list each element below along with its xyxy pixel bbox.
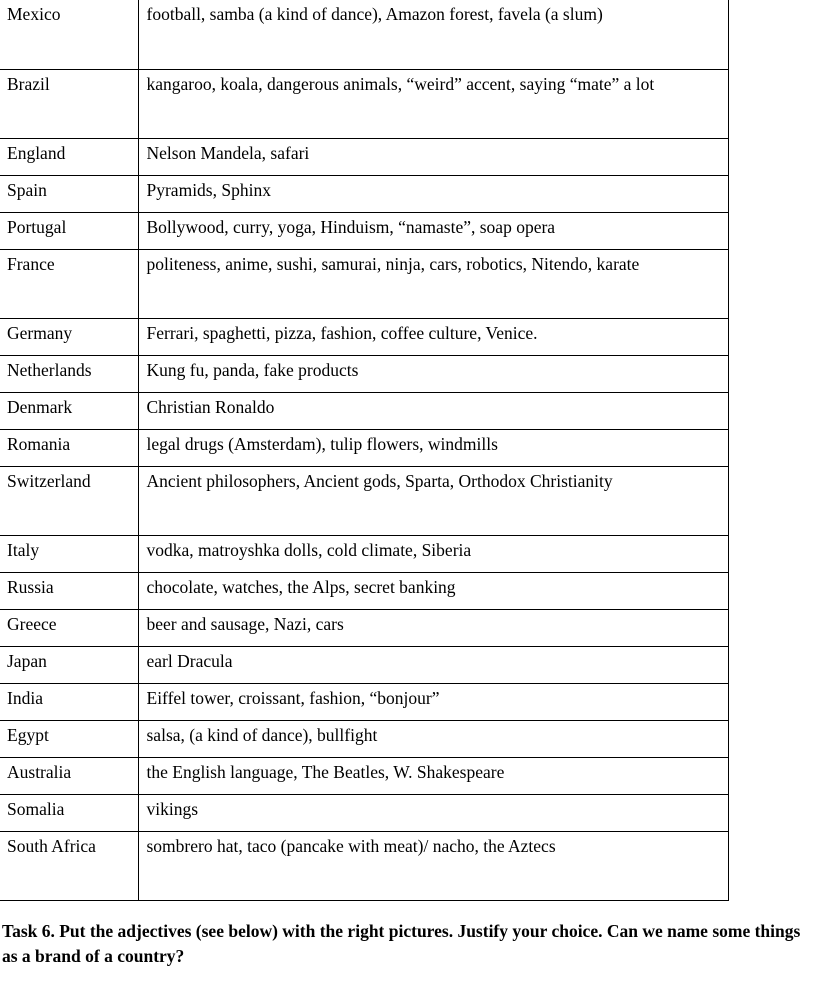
association-cell: salsa, (a kind of dance), bullfight [138, 720, 728, 757]
country-cell: Egypt [0, 720, 138, 757]
country-cell: Portugal [0, 212, 138, 249]
country-cell: Germany [0, 318, 138, 355]
country-cell: Switzerland [0, 466, 138, 535]
association-cell: sombrero hat, taco (pancake with meat)/ nacho, the Aztecs [138, 831, 728, 900]
table-row [0, 683, 728, 720]
association-cell: kangaroo, koala, dangerous animals, “weird” accent, saying “mate” a lot [138, 69, 728, 138]
table-row [0, 0, 728, 69]
association-cell: Kung fu, panda, fake products [138, 355, 728, 392]
country-cell: Greece [0, 609, 138, 646]
country-cell: India [0, 683, 138, 720]
association-cell: vodka, matroyshka dolls, cold climate, Siberia [138, 535, 728, 572]
table-row [0, 794, 728, 831]
table-row [0, 646, 728, 683]
association-cell: Ferrari, spaghetti, pizza, fashion, coffee culture, Venice. [138, 318, 728, 355]
country-cell: Denmark [0, 392, 138, 429]
country-cell: Spain [0, 175, 138, 212]
table-row [0, 757, 728, 794]
country-cell: Netherlands [0, 355, 138, 392]
country-cell: Russia [0, 572, 138, 609]
task-instruction: Task 6. Put the adjectives (see below) with the right pictures. Justify your choice. Can we name some things as a brand of a country? [2, 921, 801, 966]
country-cell: South Africa [0, 831, 138, 900]
association-cell: Bollywood, curry, yoga, Hinduism, “namaste”, soap opera [138, 212, 728, 249]
country-cell: England [0, 138, 138, 175]
association-cell: Ancient philosophers, Ancient gods, Sparta, Orthodox Christianity [138, 466, 728, 535]
association-cell: Pyramids, Sphinx [138, 175, 728, 212]
association-cell: chocolate, watches, the Alps, secret banking [138, 572, 728, 609]
country-cell: Brazil [0, 69, 138, 138]
table-row [0, 572, 728, 609]
association-cell: football, samba (a kind of dance), Amazon forest, favela (a slum) [138, 0, 728, 69]
association-cell: the English language, The Beatles, W. Shakespeare [138, 757, 728, 794]
table-row [0, 466, 728, 535]
table-row [0, 249, 728, 318]
table-row [0, 355, 728, 392]
table-row [0, 535, 728, 572]
table-row [0, 138, 728, 175]
country-cell: Italy [0, 535, 138, 572]
country-cell: Mexico [0, 0, 138, 69]
association-cell: vikings [138, 794, 728, 831]
country-cell: Australia [0, 757, 138, 794]
table-row [0, 392, 728, 429]
table-row [0, 720, 728, 757]
association-cell: beer and sausage, Nazi, cars [138, 609, 728, 646]
association-cell: earl Dracula [138, 646, 728, 683]
table-row [0, 609, 728, 646]
association-cell: Christian Ronaldo [138, 392, 728, 429]
country-cell: France [0, 249, 138, 318]
association-cell: Eiffel tower, croissant, fashion, “bonjour” [138, 683, 728, 720]
table-row [0, 429, 728, 466]
association-cell: Nelson Mandela, safari [138, 138, 728, 175]
country-cell: Romania [0, 429, 138, 466]
table-row [0, 318, 728, 355]
country-cell: Japan [0, 646, 138, 683]
country-cell: Somalia [0, 794, 138, 831]
association-cell: legal drugs (Amsterdam), tulip flowers, windmills [138, 429, 728, 466]
association-cell: politeness, anime, sushi, samurai, ninja, cars, robotics, Nitendo, karate [138, 249, 728, 318]
table-row [0, 212, 728, 249]
table-row [0, 831, 728, 900]
table-row [0, 69, 728, 138]
table-row [0, 175, 728, 212]
